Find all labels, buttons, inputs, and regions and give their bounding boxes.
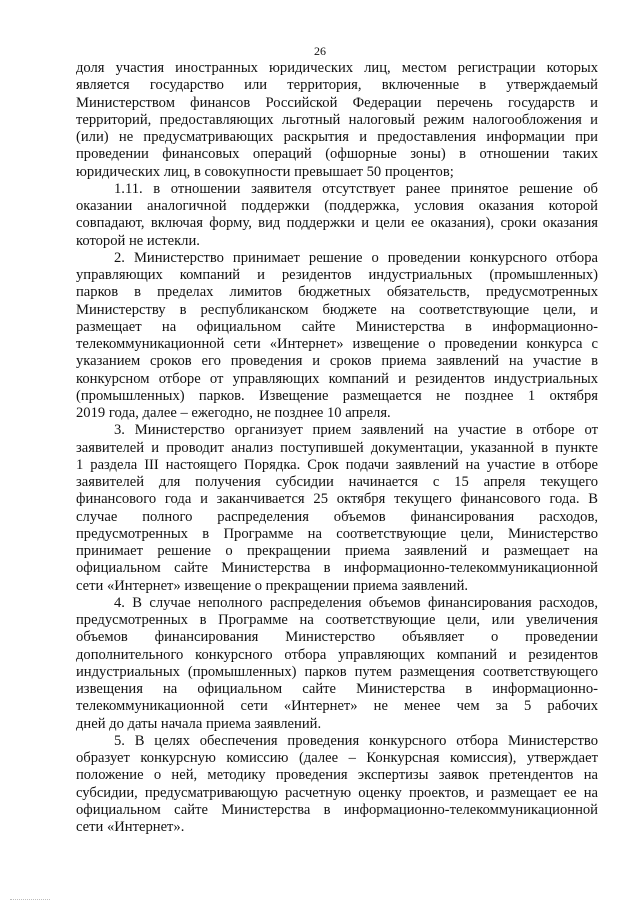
paragraph-line: дней до даты начала приема заявлений. [76, 715, 322, 732]
paragraph-line: предусмотренных в Программе на соответствующие цели, Министерство [76, 525, 598, 542]
paragraph-line: извещения на официальном сайте Министерства в информационно- [76, 681, 598, 697]
paragraph-line: положение о ней, методику проведения экспертизы заявок претендентов на [76, 767, 598, 784]
paragraph-line: предусмотренных в Программе на соответствующие цели, или увеличения [76, 612, 598, 628]
paragraph-line: размещает на официальном сайте Министерства в информационно- [76, 318, 598, 335]
paragraph-line: Министерством финансов Российской Федерации перечень государств и [76, 94, 598, 111]
paragraph-line: юридических лиц, в совокупности превышает 50 процентов; [76, 163, 454, 180]
paragraph-line: указанием сроков его проведения и сроков приема заявлений на участие в [76, 353, 598, 370]
paragraph-line: заявителей и проводит анализ поступившей документации, указанной в пункте [76, 439, 598, 456]
paragraph-line: финансового года и заканчивается 25 октября текущего финансового года. В [76, 491, 598, 508]
scan-edge-mark [10, 899, 50, 901]
paragraph-line: оказании аналогичной поддержки (поддержка, условия оказания которой [76, 198, 598, 214]
paragraph-line: конкурсном отборе от управляющих компаний и резидентов индустриальных [76, 370, 598, 387]
paragraph-line: 2019 года, далее – ежегодно, не позднее 10 апреля. [76, 405, 391, 421]
paragraph-line: принимает решение о прекращении приема заявлений и размещает на [76, 543, 598, 559]
paragraph-line: (промышленных) парков. Извещение размещается не позднее 1 октября [76, 387, 598, 404]
paragraph-line: совпадают, включая форму, вид поддержки и цели ее оказания), сроки оказания [76, 215, 598, 232]
paragraph-first-line: 2. Министерство принимает решение о проведении конкурсного отбора [114, 249, 598, 266]
page-number: 26 [314, 44, 326, 58]
paragraph-first-line: 4. В случае неполного распределения объемов финансирования расходов, [114, 594, 598, 611]
paragraph-line: субсидии, предусматривающую расчетную оценку проектов, и размещает ее на [76, 784, 598, 801]
paragraph-first-line: 3. Министерство организует прием заявлений на участие в отборе от [114, 422, 598, 439]
paragraph-line: 1 раздела III настоящего Порядка. Срок подачи заявлений на участие в отборе [76, 456, 598, 473]
paragraph-line: заявителей для получения субсидии начинается с 15 апреля текущего [76, 474, 598, 490]
paragraph-line: парков в пределах лимитов бюджетных обязательств, предусмотренных [76, 284, 598, 301]
paragraph-line: телекоммуникационной сети «Интернет» не менее чем за 5 рабочих [76, 698, 598, 715]
paragraph-line: официальном сайте Министерства в информационно-телекоммуникационной [76, 801, 598, 818]
paragraph-line: случае полного распределения объемов финансирования расходов, [76, 508, 598, 525]
paragraph-line: официальном сайте Министерства в информационно-телекоммуникационной [76, 560, 598, 577]
paragraph-line: телекоммуникационной сети «Интернет» извещение о проведении конкурса с [76, 336, 598, 352]
paragraph-line: сети «Интернет» извещение о прекращении приема заявлений. [76, 577, 469, 594]
paragraph-line: дополнительного конкурсного отбора управляющих компаний и резидентов [76, 646, 598, 663]
paragraph-line: является государство или территория, включенные в утверждаемый [76, 77, 598, 94]
paragraph-first-line: 1.11. в отношении заявителя отсутствует ранее принятое решение об [114, 180, 598, 197]
document-body [76, 60, 598, 836]
paragraph-first-line: 5. В целях обеспечения проведения конкурсного отбора Министерство [114, 732, 598, 749]
paragraph-line: образует конкурсную комиссию (далее – Конкурсная комиссия), утверждает [76, 750, 598, 766]
paragraph-line: управляющих компаний и резидентов индустриальных (промышленных) [76, 267, 598, 283]
paragraph-line: доля участия иностранных юридических лиц, местом регистрации которых [76, 60, 598, 76]
paragraph-line: проведении финансовых операций (офшорные зоны) в отношении таких [76, 146, 598, 163]
paragraph-line: индустриальных (промышленных) парков путем размещения соответствующего [76, 663, 598, 680]
paragraph-line: которой не истекли. [76, 232, 200, 249]
paragraph-line: территорий, предоставляющих льготный налоговый режим налогообложения и [76, 111, 598, 128]
paragraph-line: Министерству в республиканском бюджете на соответствующие цели, и [76, 301, 598, 318]
paragraph-line: (или) не предусматривающих раскрытия и предоставления информации при [76, 129, 598, 145]
paragraph-line: объемов финансирования Министерство объявляет о проведении [76, 629, 598, 646]
paragraph-line: сети «Интернет». [76, 819, 185, 835]
